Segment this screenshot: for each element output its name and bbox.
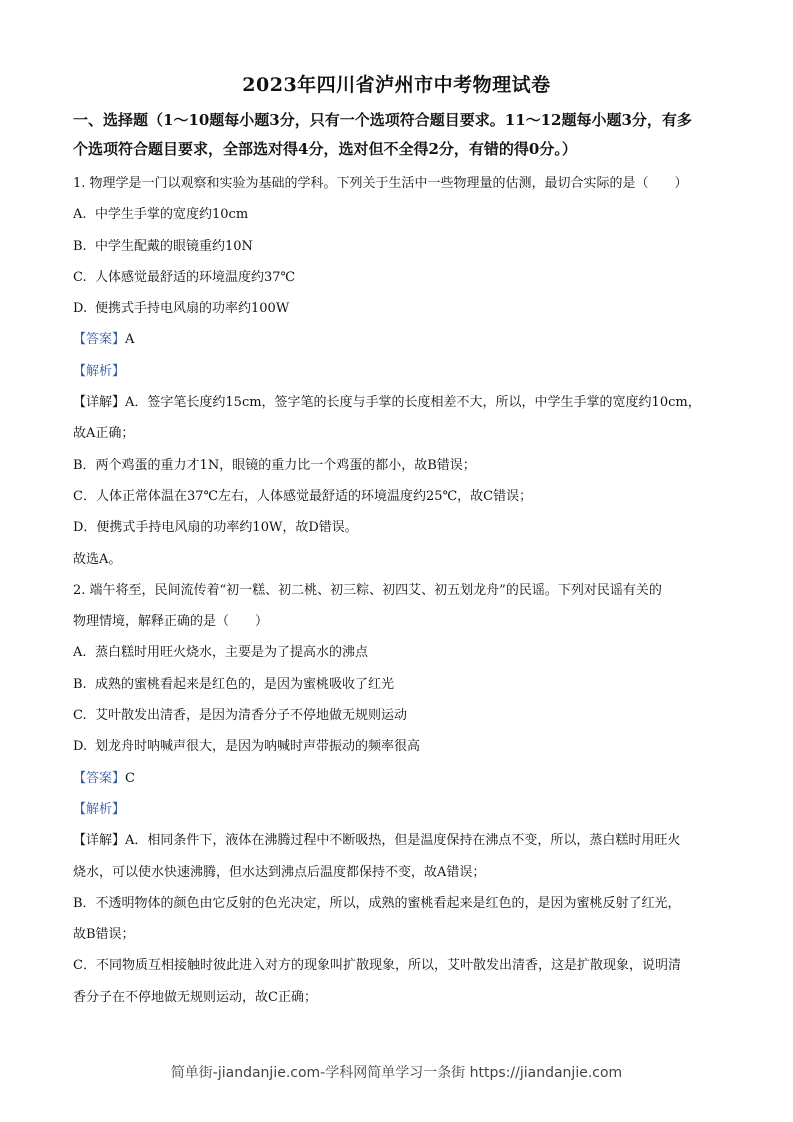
question-2-detail-line: 香分子在不停地做无规则运动，故C正确； bbox=[73, 989, 317, 1005]
question-1-answer bbox=[73, 324, 725, 355]
option-letter: D. bbox=[73, 739, 88, 755]
option-letter: D. bbox=[73, 301, 88, 317]
question-1-option-d bbox=[73, 293, 725, 324]
section-heading bbox=[73, 106, 723, 164]
analysis-tag: 【解析】 bbox=[73, 801, 126, 817]
option-text: 艾叶散发出清香，是因为清香分子不停地做无规则运动 bbox=[95, 708, 408, 724]
question-2-stem-line-1: 2. 端午将至，民间流传着“初一糕、初二桃、初三粽、初四艾、初五划龙舟”的民谣。下列对民谣有关的 bbox=[73, 582, 662, 598]
option-letter: C. bbox=[73, 269, 87, 285]
question-2-answer bbox=[73, 763, 725, 794]
question-1-stem: 1. 物理学是一门以观察和实验为基础的学科。下列关于生活中一些物理量的估测，最切合实际的是（ ） bbox=[73, 176, 688, 191]
option-text: 蒸白糕时用旺火烧水，主要是为了提高水的沸点 bbox=[95, 645, 369, 661]
question-1-detail-line: D．便携式手持电风扇的功率约10W，故D错误。 bbox=[73, 520, 358, 536]
question-2-stem-line-2: 物理情境，解释正确的是（ ） bbox=[73, 614, 269, 630]
question-1-detail-line bbox=[73, 387, 725, 418]
option-text: 成熟的蜜桃看起来是红色的，是因为蜜桃吸收了红光 bbox=[95, 676, 395, 692]
question-1-detail-line: C．人体正常体温在37℃左右，人体感觉最舒适的环境温度约25℃，故C错误； bbox=[73, 488, 533, 504]
section-heading-line-1: 一、选择题（1～10题每小题3分，只有一个选项符合题目要求。11～12题每小题3分，有多 bbox=[73, 111, 692, 129]
question-2-detail-line: B．不透明物体的颜色由它反射的色光决定，所以，成熟的蜜桃看起来是红色的，是因为蜜桃反射了红光， bbox=[73, 895, 681, 911]
option-text: 人体感觉最舒适的环境温度约37℃ bbox=[95, 269, 296, 285]
detail-text: A．相同条件下，液体在沸腾过程中不断吸热，但是温度保持在沸点不变，所以，蒸白糕时用旺火 bbox=[125, 833, 681, 849]
page-footer-watermark: 简单街-jiandanjie.com-学科网简单学习一条街 https://jiandanjie.com bbox=[170, 1065, 623, 1081]
question-2-detail-line: C．不同物质互相接触时彼此进入对方的现象叫扩散现象，所以，艾叶散发出清香，这是扩散现象，说明清 bbox=[73, 958, 681, 974]
question-2-option-c bbox=[73, 700, 725, 731]
answer-tag: 【答案】 bbox=[73, 332, 126, 348]
option-letter: A. bbox=[73, 207, 87, 223]
question-1-detail-line: B．两个鸡蛋的重力才1N，眼镜的重力比一个鸡蛋的都小，故B错误； bbox=[73, 457, 476, 473]
question-2-detail-line: 烧水，可以使水快速沸腾，但水达到沸点后温度都保持不变，故A错误； bbox=[73, 864, 486, 880]
questions-content bbox=[73, 168, 725, 1013]
option-text: 中学生配戴的眼镜重约10N bbox=[95, 238, 253, 254]
question-2-option-a bbox=[73, 637, 725, 668]
question-2-detail-line bbox=[73, 825, 725, 856]
section-heading-line-2: 个选项符合题目要求，全部选对得4分，选对但不全得2分，有错的得0分。） bbox=[73, 140, 577, 158]
option-text: 中学生手掌的宽度约10cm bbox=[95, 207, 249, 223]
analysis-tag: 【解析】 bbox=[73, 363, 126, 379]
question-1-option-a bbox=[73, 199, 725, 230]
question-1-conclusion: 故选A。 bbox=[73, 551, 122, 567]
question-1-option-c bbox=[73, 262, 725, 293]
option-letter: A. bbox=[73, 645, 87, 661]
question-2-option-d bbox=[73, 731, 725, 762]
page-title: 2023年四川省泸州市中考物理试卷 bbox=[242, 74, 551, 96]
question-2-analysis-tag bbox=[73, 794, 725, 825]
option-letter: B. bbox=[73, 676, 87, 692]
question-2-option-b bbox=[73, 669, 725, 700]
question-1-analysis-tag bbox=[73, 356, 725, 387]
detail-text: A．签字笔长度约15cm，签字笔的长度与手掌的长度相差不大，所以，中学生手掌的宽度约10cm， bbox=[125, 395, 701, 411]
option-text: 划龙舟时呐喊声很大，是因为呐喊时声带振动的频率很高 bbox=[95, 739, 421, 755]
question-1-option-b bbox=[73, 231, 725, 262]
answer-tag: 【答案】 bbox=[73, 770, 126, 786]
detail-tag: 【详解】 bbox=[73, 395, 126, 411]
option-text: 便携式手持电风扇的功率约100W bbox=[95, 301, 290, 317]
answer-value: C bbox=[125, 770, 135, 786]
question-1-detail-line: 故A正确； bbox=[73, 426, 135, 442]
detail-tag: 【详解】 bbox=[73, 833, 126, 849]
option-letter: B. bbox=[73, 238, 87, 254]
option-letter: C. bbox=[73, 708, 87, 724]
answer-value: A bbox=[125, 332, 135, 348]
question-2-detail-line: 故B错误； bbox=[73, 927, 135, 943]
